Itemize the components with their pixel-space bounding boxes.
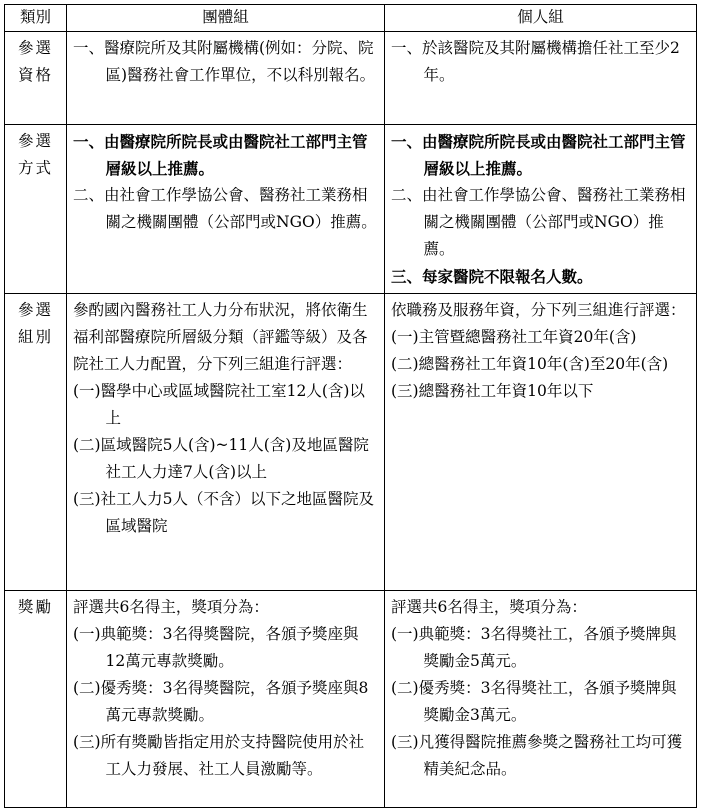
- list-item: (二)優秀獎：3名得獎醫院，各頒予獎座與8萬元專款獎勵。: [73, 679, 369, 724]
- row-groups: [5, 294, 697, 591]
- header-group: 團體組: [67, 5, 385, 32]
- list-item: (三)社工人力5人（不含）以下之地區醫院及區域醫院: [73, 490, 374, 535]
- category-cell: [5, 125, 67, 294]
- intro-text: 評選共6名得主，獎項分為：: [391, 598, 587, 616]
- category-label: 獎勵: [17, 598, 53, 616]
- category-label: 參選: [17, 301, 53, 319]
- individual-cell: [385, 32, 697, 125]
- list-item: 一、醫療院所及其附屬機構(例如：分院、院區)醫務社會工作單位，不以科別報名。: [73, 39, 376, 84]
- individual-cell: [385, 125, 697, 294]
- list-item: (三)所有獎勵皆指定用於支持醫院使用於社工人力發展、社工人員激勵等。: [73, 733, 365, 778]
- row-nomination-method: [5, 125, 697, 294]
- header-individual: 個人組: [385, 5, 697, 32]
- group-cell: [67, 591, 385, 808]
- list-item: (一)典範獎：3名得獎社工，各頒予獎牌與獎勵金5萬元。: [391, 625, 677, 670]
- header-row: [5, 5, 697, 32]
- individual-cell: [385, 294, 697, 591]
- list-item: 二、由社會工作學協公會、醫務社工業務相關之機關團體（公部門或NGO）推薦。: [73, 186, 377, 231]
- intro-text: 參酌國內醫務社工人力分布狀況，將依衛生福利部醫療院所層級分類（評鑑等級）及各院社工人力配置，分下列三組進行評選：: [73, 301, 368, 373]
- list-item: (三)凡獲得醫院推薦參獎之醫務社工均可獲精美紀念品。: [391, 733, 683, 778]
- criteria-table: [4, 4, 697, 808]
- category-label: 參選: [17, 39, 53, 57]
- list-item: 一、由醫療院所院長或由醫院社工部門主管層級以上推薦。: [73, 132, 368, 178]
- category-cell: [5, 294, 67, 591]
- row-eligibility: [5, 32, 697, 125]
- list-item: (一)典範獎：3名得獎醫院，各頒予獎座與12萬元專款獎勵。: [73, 625, 359, 670]
- list-item: (一)主管暨總醫務社工年資20年(含): [391, 328, 637, 346]
- individual-cell: [385, 591, 697, 808]
- list-item: (二)總醫務社工年資10年(含)至20年(含): [391, 355, 669, 373]
- category-label: 資格: [17, 66, 53, 84]
- list-item: (一)醫學中心或區域醫院社工室12人(含)以上: [73, 382, 365, 427]
- list-item: (二)優秀獎：3名得獎社工，各頒予獎牌與獎勵金3萬元。: [391, 679, 677, 724]
- category-label: 參選: [17, 132, 53, 150]
- list-item: 一、由醫療院所院長或由醫院社工部門主管層級以上推薦。: [391, 132, 686, 178]
- list-item: 一、於該醫院及其附屬機構擔任社工至少2年。: [391, 39, 680, 84]
- header-category: 類別: [5, 5, 67, 32]
- intro-text: 評選共6名得主，獎項分為：: [73, 598, 269, 616]
- group-cell: [67, 32, 385, 125]
- category-cell: [5, 591, 67, 808]
- list-item: 二、由社會工作學協公會、醫務社工業務相關之機關團體（公部門或NGO）推薦。: [391, 186, 686, 258]
- row-awards: [5, 591, 697, 808]
- intro-text: 依職務及服務年資，分下列三組進行評選：: [391, 301, 686, 319]
- category-label: 方式: [17, 159, 53, 177]
- list-item: 三、每家醫院不限報名人數。: [391, 267, 593, 286]
- list-item: (三)總醫務社工年資10年以下: [391, 382, 594, 400]
- group-cell: [67, 294, 385, 591]
- category-cell: [5, 32, 67, 125]
- group-cell: [67, 125, 385, 294]
- list-item: (二)區域醫院5人(含)~11人(含)及地區醫院社工人力達7人(含)以上: [73, 436, 369, 481]
- category-label: 組別: [17, 328, 53, 346]
